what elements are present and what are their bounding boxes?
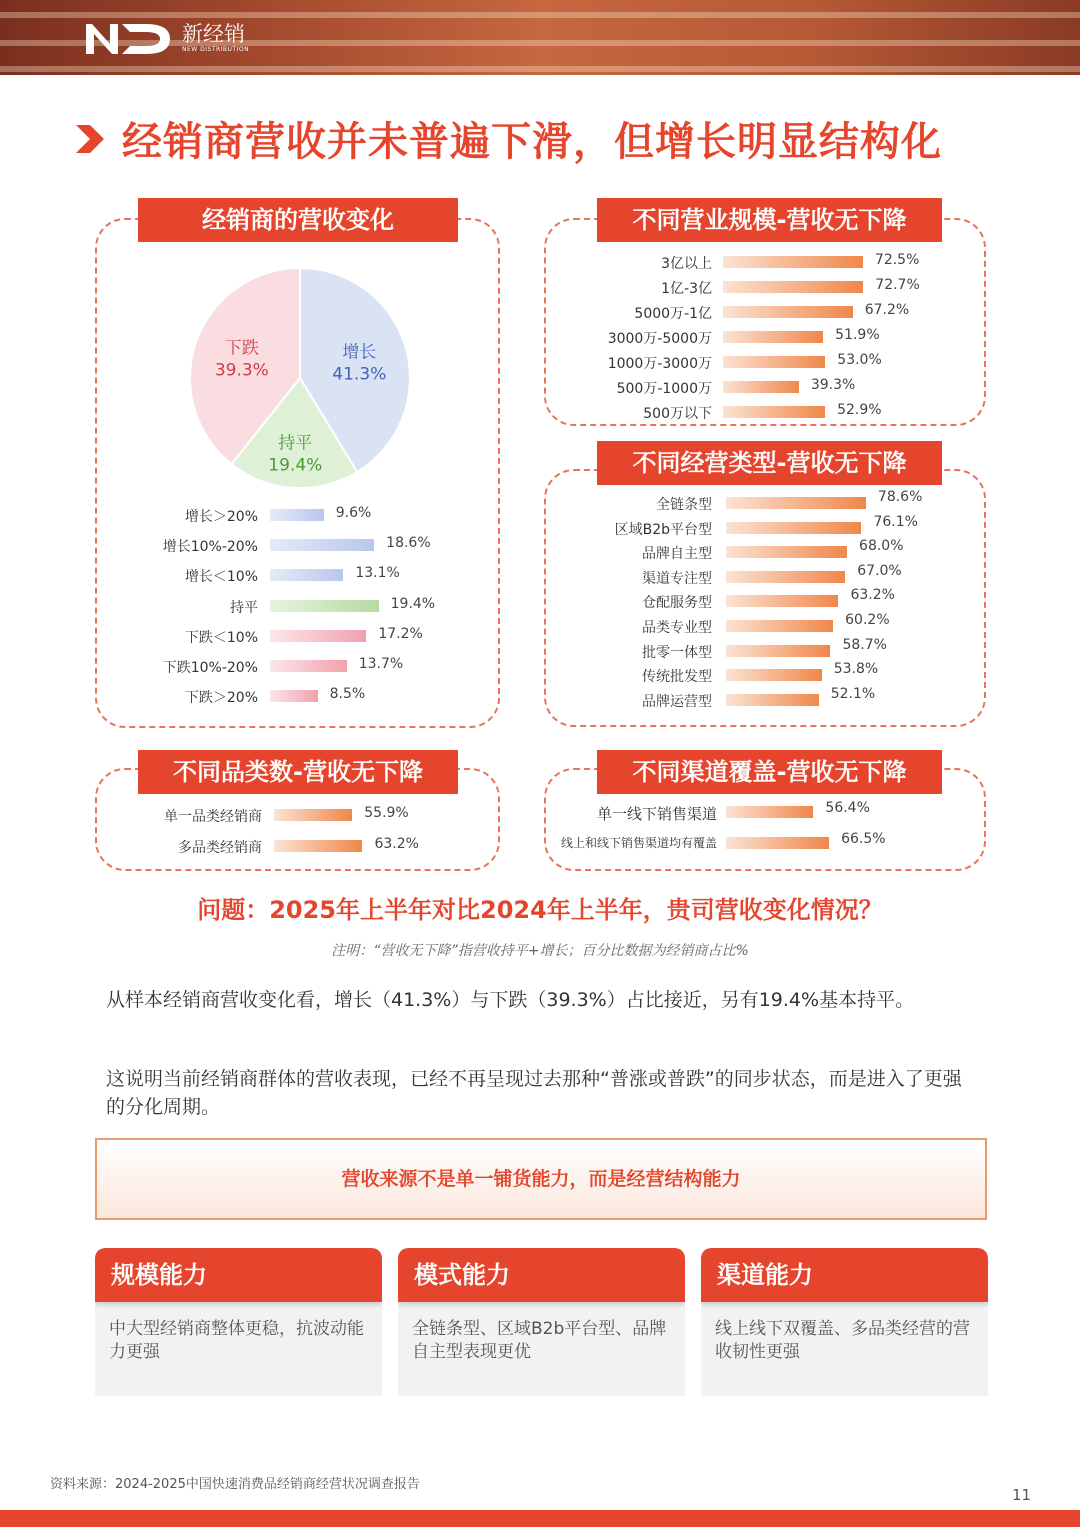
title-row <box>72 110 942 167</box>
paragraph: 从样本经销商营收变化看，增长（41.3%）与下跌（39.3%）占比接近，另有19.4%基本持平。 <box>106 989 915 1011</box>
banner-decoration <box>0 66 1080 72</box>
bar <box>726 669 822 681</box>
bar-value-label: 56.4% <box>825 800 870 816</box>
card-text: 全链条型、区域B2b平台型、品牌自主型表现更优 <box>412 1319 667 1362</box>
bar-category-label: 多品类经销商 <box>178 840 262 856</box>
bar <box>723 281 863 293</box>
bar-value-label: 78.6% <box>877 489 923 505</box>
pie-slice-value: 19.4% <box>268 455 323 476</box>
bar-value-label: 9.6% <box>335 505 372 521</box>
bar-value-label: 67.2% <box>864 302 910 318</box>
category-panel-title: 不同品类数-营收无下降 <box>138 750 458 794</box>
bar-value-label: 58.7% <box>842 636 887 653</box>
bar-value-label: 13.1% <box>355 565 400 582</box>
bar-category-label: 下跌＜10% <box>184 629 258 646</box>
bar-value-label: 8.5% <box>329 686 366 703</box>
card-title: 渠道能力 <box>701 1248 988 1302</box>
bar <box>270 569 343 581</box>
bar <box>726 595 838 607</box>
bar <box>726 837 829 849</box>
bar-value-label: 72.7% <box>875 277 920 293</box>
channel-panel-title: 不同渠道覆盖-营收无下降 <box>597 750 942 794</box>
bar <box>270 630 366 642</box>
page-title: 经销商营收并未普遍下滑，但增长明显结构化 <box>122 119 942 165</box>
card-text: 线上线下双覆盖、多品类经营的营收韧性更强 <box>715 1319 970 1362</box>
bar-value-label: 19.4% <box>390 595 436 612</box>
page-number: 11 <box>1012 1486 1032 1504</box>
bar <box>726 497 866 509</box>
logo-mark-icon <box>84 20 174 56</box>
bar-value-label: 53.8% <box>833 661 879 678</box>
bar-category-label: 持平 <box>230 599 258 616</box>
bar-value-label: 76.1% <box>873 513 918 530</box>
pie-slice-label: 下跌 <box>224 338 259 359</box>
bar <box>270 660 347 672</box>
bar <box>726 620 833 632</box>
bar-value-label: 39.3% <box>810 377 856 393</box>
card-channel <box>701 1248 988 1396</box>
paragraph: 这说明当前经销商群体的营收表现，已经不再呈现过去那种“普涨或普跌”的同步状态，而是进入了更强的分化周期。 <box>106 1068 962 1118</box>
card-text: 中大型经销商整体更稳，抗波动能力更强 <box>109 1319 364 1362</box>
bar-value-label: 63.2% <box>374 836 419 852</box>
bar <box>723 306 853 318</box>
bar-category-label: 传统批发型 <box>642 669 712 686</box>
key-statement: 营收来源不是单一铺货能力，而是经营结构能力 <box>95 1138 987 1220</box>
bar-category-label: 5000万-1亿 <box>634 306 712 322</box>
pie-slice-label: 增长 <box>342 342 377 363</box>
bar <box>723 356 825 368</box>
bar <box>723 256 863 268</box>
scale-panel-title: 不同营业规模-营收无下降 <box>597 198 942 242</box>
bar <box>274 809 352 821</box>
bar-value-label: 17.2% <box>378 625 423 642</box>
bar-category-label: 增长10%-20% <box>162 539 258 556</box>
bar-category-label: 下跌10%-20% <box>162 660 258 676</box>
card-title: 模式能力 <box>398 1248 685 1302</box>
card-title: 规模能力 <box>95 1248 382 1302</box>
card-scale <box>95 1248 382 1396</box>
bar-category-label: 渠道专注型 <box>642 570 712 587</box>
header-banner <box>0 0 1080 75</box>
card-mode <box>398 1248 685 1396</box>
source-note: 资料来源：2024-2025中国快速消费品经销商经营状况调查报告 <box>50 1477 420 1492</box>
bar-category-label: 下跌＞20% <box>184 690 258 707</box>
bar-category-label: 500万以下 <box>643 406 712 422</box>
bar <box>270 539 374 551</box>
bar-category-label: 增长＞20% <box>184 509 258 525</box>
bar <box>726 694 819 706</box>
bar <box>726 546 847 558</box>
bar-value-label: 51.9% <box>835 327 880 343</box>
bar <box>274 840 362 852</box>
bar-category-label: 品类专业型 <box>642 620 712 636</box>
bar <box>723 406 825 418</box>
bar-category-label: 3亿以上 <box>661 256 712 272</box>
bar-category-label: 品牌运营型 <box>642 693 712 710</box>
survey-question: 问题：2025年上半年对比2024年上半年，贵司营收变化情况？ <box>197 896 883 924</box>
bar-category-label: 500万-1000万 <box>616 381 712 397</box>
bar-value-label: 18.6% <box>386 535 431 552</box>
type-panel-title: 不同经营类型-营收无下降 <box>597 441 942 485</box>
bar-value-label: 67.0% <box>857 562 902 579</box>
bar-value-label: 66.5% <box>841 831 886 847</box>
bar <box>270 690 318 702</box>
bar-value-label: 72.5% <box>874 252 920 268</box>
bar-value-label: 13.7% <box>358 656 404 672</box>
chevron-right-icon <box>72 121 108 157</box>
bar-value-label: 53.0% <box>837 352 882 368</box>
bar <box>723 381 799 393</box>
note: 注明：“营收无下降”指营收持平+增长；百分比数据为经销商占比% <box>331 943 749 959</box>
bar-category-label: 1亿-3亿 <box>661 281 712 297</box>
bar <box>726 806 813 818</box>
bar <box>270 600 379 612</box>
pie-panel-title: 经销商的营收变化 <box>138 198 458 242</box>
logo-subtext: NEW DISTRIBUTION <box>182 45 250 53</box>
bar-category-label: 线上和线下销售渠道均有覆盖 <box>560 836 717 850</box>
bar-value-label: 55.9% <box>364 805 409 821</box>
bar-category-label: 批零一体型 <box>642 644 712 661</box>
bar-category-label: 区域B2b平台型 <box>614 521 712 538</box>
bar-value-label: 60.2% <box>845 612 890 628</box>
bar-category-label: 单一线下销售渠道 <box>596 805 717 823</box>
pie-slice-value: 39.3% <box>214 360 269 381</box>
bar-value-label: 68.0% <box>859 538 904 555</box>
bar-value-label: 52.1% <box>830 685 876 702</box>
logo-text: 新经销 <box>182 21 245 46</box>
bar <box>726 522 861 534</box>
bar <box>726 571 845 583</box>
bar-category-label: 仓配服务型 <box>642 595 712 612</box>
logo <box>84 18 249 58</box>
pie-chart <box>180 258 420 498</box>
bar <box>726 645 830 657</box>
bar <box>723 331 823 343</box>
bar-category-label: 全链条型 <box>656 497 712 513</box>
bar-category-label: 单一品类经销商 <box>164 809 262 825</box>
bar-category-label: 增长＜10% <box>184 569 258 586</box>
bar-category-label: 1000万-3000万 <box>607 356 712 372</box>
bar-value-label: 52.9% <box>837 402 882 418</box>
bar-value-label: 63.2% <box>850 587 895 604</box>
bar <box>270 509 324 521</box>
pie-slice-value: 41.3% <box>332 364 387 385</box>
footer-bar <box>0 1510 1080 1527</box>
pie-slice-label: 持平 <box>278 433 313 454</box>
bar-category-label: 品牌自主型 <box>642 546 712 563</box>
bar-category-label: 3000万-5000万 <box>607 331 712 347</box>
